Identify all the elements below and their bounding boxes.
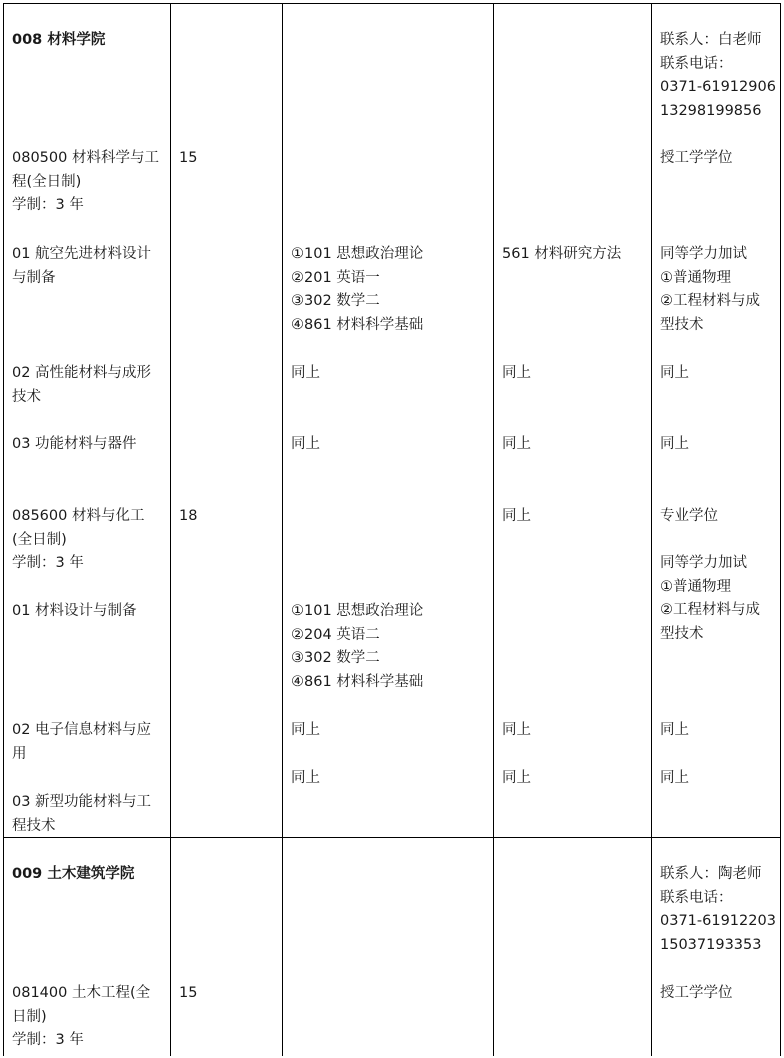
text-line: 技术 (12, 388, 41, 405)
contact-info (660, 29, 776, 123)
contact-line: 0371-61912203 (660, 913, 776, 929)
major-note: 授工学学位 (660, 985, 733, 1001)
major-quota: 18 (179, 508, 198, 524)
column-divider-1 (170, 3, 171, 1056)
text-line: 与制备 (12, 269, 56, 286)
text-line: ①普通物理 (660, 578, 731, 595)
text-line: ④861 材料科学基础 (291, 316, 424, 333)
contact-line: 15037193353 (660, 936, 762, 953)
major-name (12, 505, 144, 576)
contact-line: 联系人：白老师 (660, 32, 762, 48)
text-line: 03 新型功能材料与工 (12, 794, 152, 810)
table-border-left (3, 3, 4, 1056)
text-line: ①普通物理 (660, 269, 731, 286)
column-divider-3 (493, 3, 494, 1056)
remarks: 同上 (660, 365, 689, 381)
contact-line: 联系电话： (660, 889, 733, 906)
text-line: 080500 材料科学与工 (12, 150, 159, 166)
text-line: ②201 英语一 (291, 269, 380, 286)
major-quota: 15 (179, 150, 198, 166)
table-border-right (780, 3, 781, 1056)
contact-line: 13298199856 (660, 102, 762, 119)
column-divider-4 (651, 3, 652, 1056)
text-line: 同等学力加试 (660, 246, 747, 262)
exam-subjects: 同上 (291, 722, 320, 738)
text-line: 02 电子信息材料与应 (12, 722, 152, 738)
retest-subject: 同上 (502, 508, 531, 524)
college-title: 008 材料学院 (12, 32, 106, 48)
text-line: (全日制) (12, 531, 67, 548)
text-line: 程(全日制) (12, 173, 82, 190)
text-line: ④861 材料科学基础 (291, 673, 424, 690)
text-line: 02 高性能材料与成形 (12, 365, 152, 381)
retest-subject: 同上 (502, 365, 531, 381)
text-line: 日制) (12, 1008, 47, 1025)
text-line: ②工程材料与成 (660, 602, 760, 618)
remarks: 同上 (660, 770, 689, 786)
direction-name: 01 材料设计与制备 (12, 603, 137, 619)
remarks: 同上 (660, 722, 689, 738)
direction-name (12, 362, 151, 409)
text-line: ③302 数学二 (291, 293, 380, 309)
text-line: 085600 材料与化工 (12, 508, 145, 524)
college-title: 009 土木建筑学院 (12, 866, 135, 882)
direction-name (12, 719, 151, 766)
column-divider-2 (282, 3, 283, 1056)
text-line: 学制：3 年 (12, 555, 84, 571)
contact-line: 0371-61912906 (660, 79, 776, 95)
text-line: 01 航空先进材料设计 (12, 246, 152, 262)
major-name (12, 147, 159, 218)
text-line: 程技术 (12, 817, 56, 834)
direction-name (12, 243, 151, 290)
text-line: ②204 英语二 (291, 626, 380, 643)
exam-subjects (291, 243, 423, 337)
table-border-top (3, 3, 781, 4)
text-line: 同等学力加试 (660, 555, 747, 571)
exam-subjects: 同上 (291, 436, 320, 452)
exam-subjects: 同上 (291, 365, 320, 381)
major-note: 授工学学位 (660, 150, 733, 166)
contact-info (660, 863, 776, 957)
exam-subjects: 同上 (291, 770, 320, 786)
text-line: 学制：3 年 (12, 1032, 84, 1048)
text-line: 型技术 (660, 625, 704, 642)
remarks (660, 243, 760, 337)
text-line: ③302 数学二 (291, 650, 380, 666)
text-line: 型技术 (660, 316, 704, 333)
major-name (12, 982, 150, 1053)
retest-subject: 同上 (502, 722, 531, 738)
text-line: 学制：3 年 (12, 197, 84, 213)
text-line: 081400 土木工程(全 (12, 985, 151, 1001)
retest-subject: 561 材料研究方法 (502, 246, 622, 262)
exam-subjects (291, 600, 423, 694)
text-line: ①101 思想政治理论 (291, 603, 424, 619)
text-line: ②工程材料与成 (660, 293, 760, 309)
contact-line: 联系人：陶老师 (660, 866, 762, 882)
major-quota: 15 (179, 985, 198, 1001)
direction-name: 03 功能材料与器件 (12, 436, 137, 452)
retest-subject: 同上 (502, 770, 531, 786)
major-note: 专业学位 (660, 508, 718, 524)
remarks (660, 552, 760, 646)
remarks: 同上 (660, 436, 689, 452)
retest-subject: 同上 (502, 436, 531, 452)
text-line: 用 (12, 745, 27, 762)
direction-name (12, 791, 151, 838)
contact-line: 联系电话： (660, 55, 733, 72)
text-line: ①101 思想政治理论 (291, 246, 424, 262)
